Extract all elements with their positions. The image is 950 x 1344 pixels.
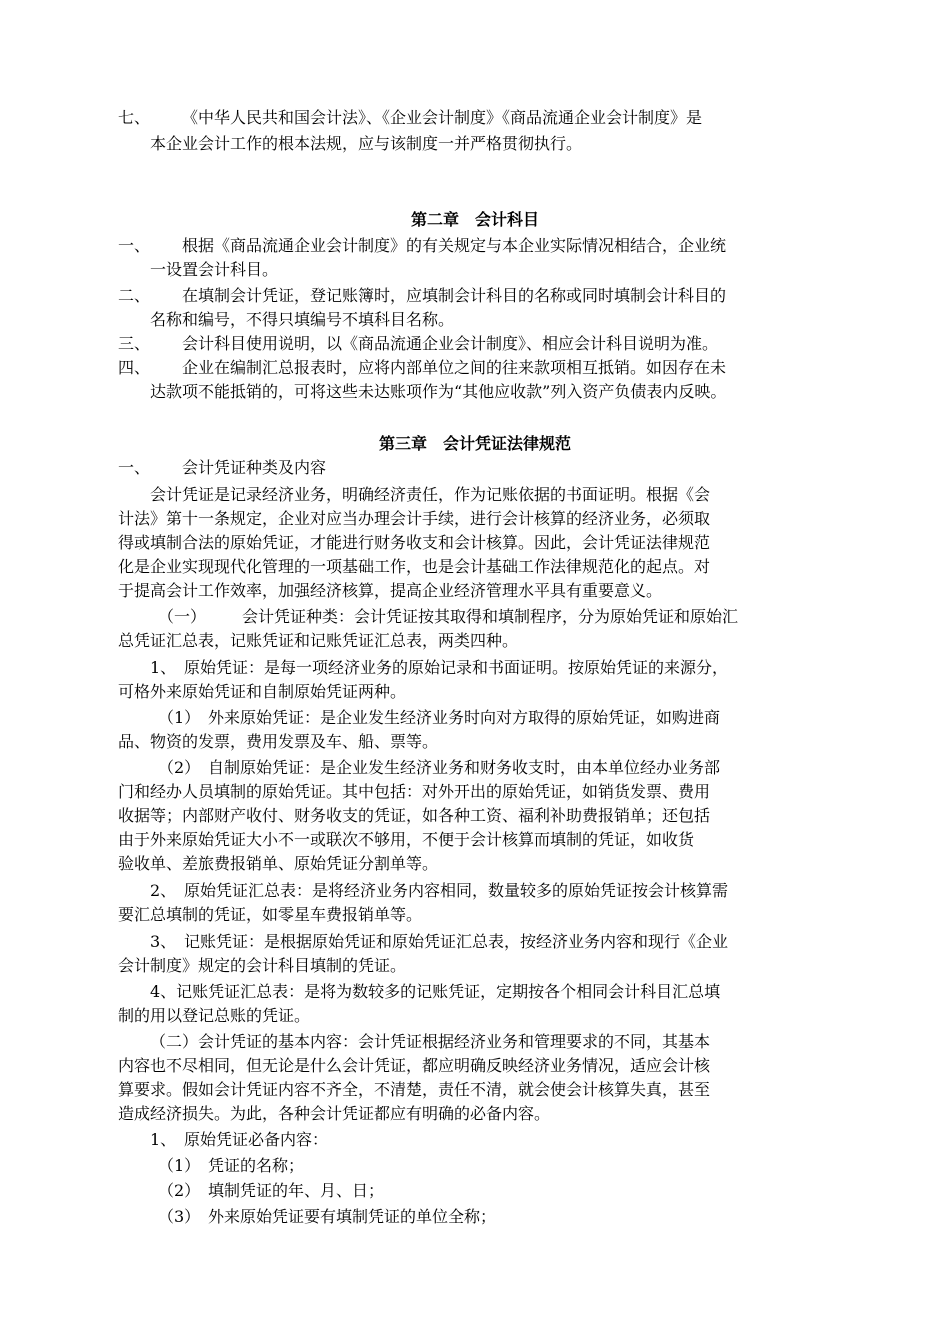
summary-voucher-line-1	[150, 879, 728, 903]
chapter-2-item-2-line-2: 名称和编号，不得只填编号不填科目名称。	[150, 310, 455, 329]
item-text: 填制凭证的年、月、日；	[208, 1181, 385, 1200]
kinds-heading-line-1	[158, 605, 738, 629]
self-made-voucher-line-2: 门和经办人员填制的原始凭证。其中包括：对外开出的原始凭证，如销货发票、费用	[118, 782, 711, 801]
item-text: 会计科目使用说明，以《商品流通企业会计制度》、相应会计科目说明为准。	[182, 334, 719, 353]
self-made-voucher-line-3: 收据等；内部财产收付、财务收支的凭证，如各种工资、福利补助费报销单；还包括	[118, 806, 711, 825]
chapter-2-title: 第二章 会计科目	[410, 210, 539, 229]
chapter-2-item-3-line-1	[118, 332, 718, 356]
intro-line-3: 得或填制合法的原始凭证，才能进行财务收支和会计核算。因此，会计凭证法律规范	[118, 533, 711, 552]
item-text: 在填制会计凭证，登记账簿时，应填制会计科目的名称或同时填制会计科目的	[182, 286, 727, 305]
intro-line-2: 计法》第十一条规定，企业对应当办理会计手续，进行会计核算的经济业务，必须取	[118, 509, 711, 528]
bookkeeping-voucher-line-1	[150, 930, 728, 954]
item-text: 自制原始凭证：是企业发生经济业务和财务收支时，由本单位经办业务部	[208, 758, 721, 777]
basic-content-line-4: 造成经济损失。为此，各种会计凭证都应有明确的必备内容。	[118, 1104, 551, 1123]
item-text: 企业在编制汇总报表时，应将内部单位之间的往来款项相互抵销。如因存在未	[182, 358, 727, 377]
item-number: 二、	[118, 286, 151, 305]
required-content-heading	[150, 1128, 328, 1152]
self-made-voucher-line-5: 验收单、差旅费报销单、原始凭证分割单等。	[118, 854, 439, 873]
kinds-heading-line-2: 总凭证汇总表，记账凭证和记账凭证汇总表，两类四种。	[118, 631, 519, 650]
item-number: （2）	[158, 1181, 201, 1200]
intro-line-1: 会计凭证是记录经济业务，明确经济责任，作为记账依据的书面证明。根据《会	[150, 485, 711, 504]
required-item-3	[158, 1205, 496, 1229]
item-text: 根据《商品流通企业会计制度》的有关规定与本企业实际情况相结合，企业统	[182, 236, 727, 255]
chapter-2-item-1-line-2: 一设置会计科目。	[150, 260, 279, 279]
chapter-3-subsection-1	[118, 456, 326, 480]
item-number: 一、	[118, 236, 151, 255]
subsection-text: 会计凭证种类及内容	[182, 458, 327, 477]
required-item-1	[158, 1154, 304, 1178]
intro-line-4: 化是企业实现现代化管理的一项基础工作，也是会计基础工作法律规范化的起点。对	[118, 557, 711, 576]
bookkeeping-voucher-line-2: 会计制度》规定的会计科目填制的凭证。	[118, 956, 407, 975]
summary-voucher-line-2: 要汇总填制的凭证，如零星车费报销单等。	[118, 905, 423, 924]
item-number: （2）	[158, 758, 201, 777]
item-text: 凭证的名称；	[208, 1156, 305, 1175]
item-text: 外来原始凭证要有填制凭证的单位全称；	[208, 1207, 497, 1226]
item-number: 1、	[150, 1130, 177, 1149]
section-text: 《中华人民共和国会计法》、《企业会计制度》《商品流通企业会计制度》是	[182, 108, 703, 127]
chapter-3-title: 第三章 会计凭证法律规范	[378, 434, 571, 453]
external-voucher-line-1	[158, 706, 720, 730]
external-voucher-line-2: 品、物资的发票，费用发票及车、船、票等。	[118, 732, 439, 751]
original-voucher-line-1	[150, 656, 728, 680]
basic-content-line-1: （二）会计凭证的基本内容：会计凭证根据经济业务和管理要求的不同，其基本	[150, 1032, 711, 1051]
item-number: （1）	[158, 1156, 201, 1175]
item-number: 四、	[118, 358, 151, 377]
self-made-voucher-line-4: 由于外来原始凭证大小不一或联次不够用，不便于会计核算而填制的凭证，如收货	[118, 830, 695, 849]
basic-content-line-2: 内容也不尽相同，但无论是什么会计凭证，都应明确反映经济业务情况，适应会计核	[118, 1056, 711, 1075]
original-voucher-line-2: 可格外来原始凭证和自制原始凭证两种。	[118, 682, 407, 701]
section-number: 七、	[118, 108, 151, 127]
chapter-2-item-4-line-1	[118, 356, 726, 380]
chapter-2-item-1-line-1	[118, 234, 726, 258]
item-text: 记账凭证：是根据原始凭证和原始凭证汇总表，按经济业务内容和现行《企业	[184, 932, 729, 951]
item-number: 三、	[118, 334, 151, 353]
intro-line-5: 于提高会计工作效率，加强经济核算，提高企业经济管理水平具有重要意义。	[118, 581, 663, 600]
item-number: 3、	[150, 932, 177, 951]
item-number: 2、	[150, 881, 177, 900]
chapter-2-item-4-line-2: 达款项不能抵销的，可将这些未达账项作为“其他应收款”列入资产负债表内反映。	[150, 382, 727, 401]
item-text: 外来原始凭证：是企业发生经济业务时向对方取得的原始凭证，如购进商	[208, 708, 721, 727]
subsection-number: 一、	[118, 458, 151, 477]
kinds-number: （一）	[158, 607, 207, 626]
section-seven-line-1	[118, 106, 702, 130]
item-text: 原始凭证必备内容：	[184, 1130, 329, 1149]
bookkeeping-summary-line-2: 制的用以登记总账的凭证。	[118, 1006, 311, 1025]
section-seven-line-2: 本企业会计工作的根本法规，应与该制度一并严格贯彻执行。	[150, 134, 583, 153]
chapter-2-item-2-line-1	[118, 284, 726, 308]
required-item-2	[158, 1179, 384, 1203]
item-number: 1、	[150, 658, 177, 677]
item-number: （1）	[158, 708, 201, 727]
item-number: （3）	[158, 1207, 201, 1226]
bookkeeping-summary-line-1: 4、记账凭证汇总表：是将为数较多的记账凭证，定期按各个相同会计科目汇总填	[150, 982, 721, 1001]
self-made-voucher-line-1	[158, 756, 720, 780]
item-text: 原始凭证汇总表：是将经济业务内容相同，数量较多的原始凭证按会计核算需	[184, 881, 729, 900]
item-text: 原始凭证：是每一项经济业务的原始记录和书面证明。按原始凭证的来源分，	[184, 658, 729, 677]
kinds-text: 会计凭证种类：会计凭证按其取得和填制程序，分为原始凭证和原始汇	[242, 607, 739, 626]
basic-content-line-3: 算要求。假如会计凭证内容不齐全，不清楚，责任不清，就会使会计核算失真，甚至	[118, 1080, 711, 1099]
